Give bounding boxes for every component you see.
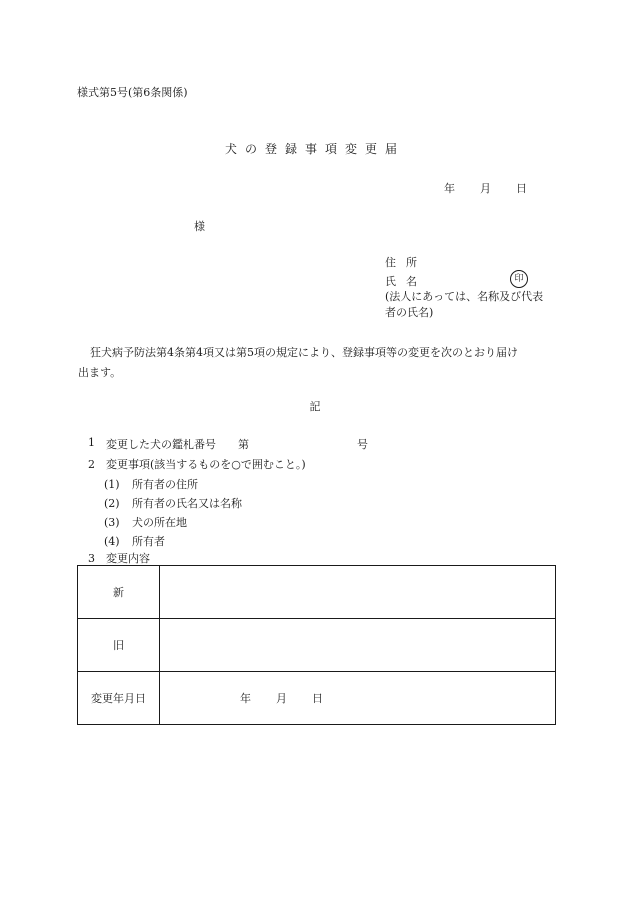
applicant-address-row [385, 254, 435, 270]
seal-mark: 印 [510, 270, 528, 288]
tag-number-prefix: 第 [238, 438, 249, 451]
item-1-number: 1 [88, 436, 95, 449]
old-label: 旧 [78, 619, 160, 672]
change-option-3 [104, 514, 187, 530]
option-2-label: 所有者の氏名又は名称 [132, 497, 242, 510]
item-1 [88, 436, 368, 452]
option-3-number: (3) [104, 516, 120, 529]
submission-date [444, 180, 527, 196]
option-3-label: 犬の所在地 [132, 516, 187, 529]
item-2-label: 変更事項(該当するものを○で囲むこと。) [106, 458, 306, 471]
item-2-number: 2 [88, 458, 95, 471]
change-option-1 [104, 476, 198, 492]
body-line-1: 狂犬病予防法第4条第4項又は第5項の規定により、登録事項等の変更を次のとおり届け [90, 346, 518, 359]
table-row-change-date [78, 672, 556, 725]
ki-heading: 記 [309, 400, 321, 413]
new-label: 新 [78, 566, 160, 619]
form-number: 様式第5号(第6条関係) [77, 86, 188, 99]
date-month: 月 [480, 182, 491, 195]
old-value-cell[interactable] [160, 619, 556, 672]
table-row-old [78, 619, 556, 672]
change-option-2 [104, 495, 242, 511]
corporation-note: (法人にあっては、名称及び代表者の氏名) [385, 290, 544, 319]
change-date-day: 日 [312, 692, 323, 705]
body-line-2: 出ます。 [78, 366, 122, 379]
table-row-new [78, 566, 556, 619]
item-3-number: 3 [88, 552, 95, 565]
date-year: 年 [444, 182, 455, 195]
item-1-label: 変更した犬の鑑札番号 [106, 438, 216, 451]
change-date-year: 年 [240, 692, 251, 705]
item-2 [88, 456, 306, 472]
option-4-label: 所有者 [132, 535, 165, 548]
date-day: 日 [516, 182, 527, 195]
change-date-cell[interactable] [160, 672, 556, 725]
name-label: 氏名 [385, 275, 427, 288]
new-value-cell[interactable] [160, 566, 556, 619]
option-1-label: 所有者の住所 [132, 478, 198, 491]
option-1-number: (1) [104, 478, 120, 491]
item-3-label: 変更内容 [106, 552, 150, 565]
body-paragraph [78, 343, 560, 383]
applicant-name-row [385, 273, 435, 289]
change-option-4 [104, 533, 165, 549]
change-date-label: 変更年月日 [78, 672, 160, 725]
tag-number-suffix: 号 [357, 438, 368, 451]
option-2-number: (2) [104, 497, 120, 510]
item-3 [88, 550, 150, 566]
addressee-honorific: 様 [194, 220, 205, 233]
address-label: 住所 [385, 256, 427, 269]
change-details-table [77, 565, 556, 725]
option-4-number: (4) [104, 535, 120, 548]
document-title: 犬の登録事項変更届 [224, 142, 405, 156]
change-date-month: 月 [276, 692, 287, 705]
